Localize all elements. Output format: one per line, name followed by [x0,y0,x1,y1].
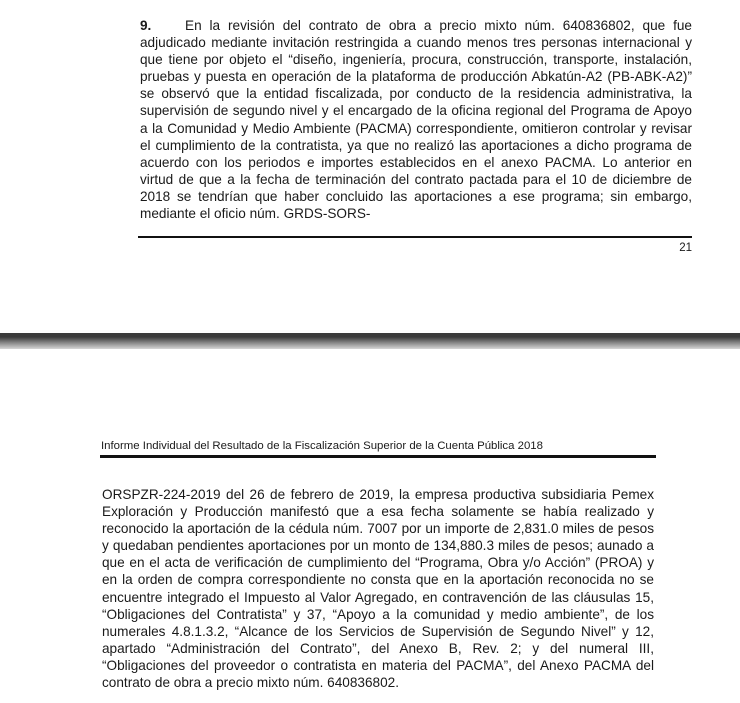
report-header: Informe Individual del Resultado de la Fiscalización Superior de la Cuenta Pública 2018 [101,440,543,452]
footer-rule [138,236,692,238]
paragraph-9-text: En la revisión del contrato de obra a precio mixto núm. 640836802, que fue adjudicado mediante invitación restringida a cuando menos tres personas internacional y que tiene por objeto el “diseño, ingeniería, procura, construcción, transporte, instalación, pruebas y puesta en operación de la plataforma de producción Abkatún-A2 (PB-ABK-A2)” se observó que la entidad fiscalizada, por conducto de la residencia administrativa, la supervisión de segundo nivel y el encargado de la oficina regional del Programa de Apoyo a la Comunidad y Medio Ambiente (PACMA) correspondiente, omitieron controlar y revisar el cumplimiento de la contratista, ya que no realizó las aportaciones a dicho programa de acuerdo con los periodos e importes establecidos en el anexo PACMA. Lo anterior en virtud de que a la fecha de terminación del contrato pactada para el 10 de diciembre de 2018 se tendrían que haber concluido las aportaciones a ese programa; sin embargo, mediante el oficio núm. GRDS-SORS- [140,18,692,222]
paragraph-9 [140,17,692,222]
paragraph-number: 9. [140,18,152,33]
paragraph-continuation: ORSPZR-224-2019 del 26 de febrero de 2019, la empresa productiva subsidiaria Pemex Exploración y Producción manifestó que a esa fecha solamente se había realizado y reconocido la aportación de la cédula núm. 7007 por un importe de 2,831.0 miles de pesos y quedaban pendientes aportaciones por un monto de 134,880.3 miles de pesos; aunado a que en el acta de verificación de cumplimiento del “Programa, Obra y/o Acción” (PROA) y en la orden de compra correspondiente no consta que en la aportación reconocida no se encuentre integrado el Impuesto al Valor Agregado, en contravención de las cláusulas 15, “Obligaciones del Contratista” y 37, “Apoyo a la comunidad y medio ambiente”, de los numerales 4.8.1.3.2, “Alcance de los Servicios de Supervisión de Segundo Nivel” y 12, apartado “Administración del Contrato”, del Anexo B, Rev. 2; y del numeral III, “Obligaciones del proveedor o contratista en materia del PACMA”, del Anexo PACMA del contrato de obra a precio mixto núm. 640836802. [102,487,654,691]
page-separator [0,333,740,349]
document-page-top [0,0,740,333]
page-number: 21 [679,242,692,254]
header-rule [100,455,656,458]
